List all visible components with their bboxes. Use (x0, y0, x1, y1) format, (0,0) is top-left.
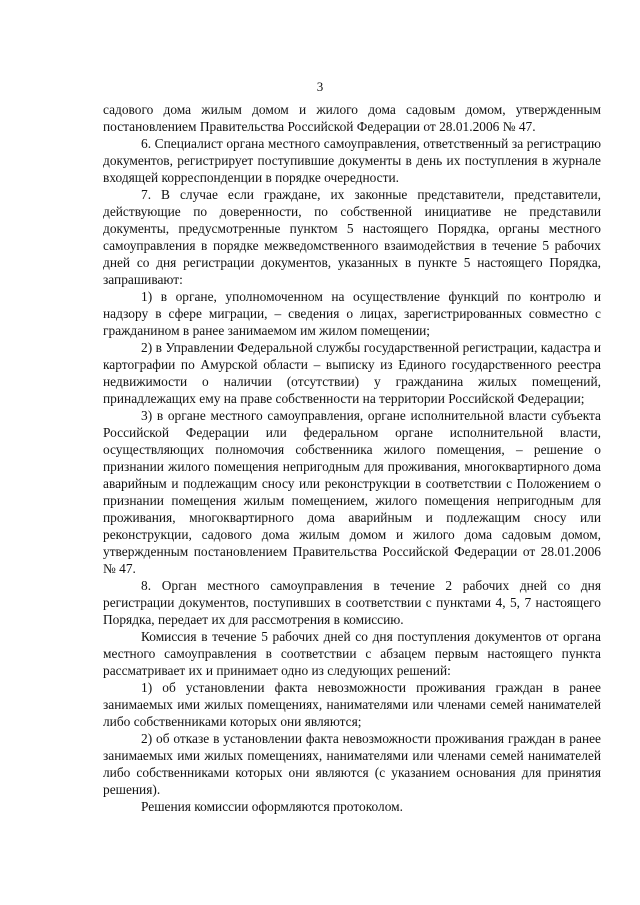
paragraph-continuation: садового дома жилым домом и жилого дома садовым домом, утвержденным постановлением Правительства Российской Федерации от 28.01.2006 № 47. (103, 102, 601, 134)
paragraph-commission: Комиссия в течение 5 рабочих дней со дня поступления документов от органа местного самоуправления в соответствии с абзацем первым настоящего пункта рассматривает их и принимает одно из следующих решений: (103, 629, 601, 678)
paragraph-item-7: 7. В случае если граждане, их законные представители, представители, действующие по доверенности, по собственной инициативе не представили документы, предусмотренные пунктом 5 настоящего Порядка, органы местного самоуправления в порядке межведомственного взаимодействия в течение 5 рабочих дней со дня регистрации документов, указанных в пункте 5 настоящего Порядка, запрашивают: (103, 187, 601, 287)
paragraph-subitem-7-2: 2) в Управлении Федеральной службы государственной регистрации, кадастра и картографии по Амурской области – выписку из Единого государственного реестра недвижимости о наличии (отсутствии) у гражданина жилых помещений, принадлежащих ему на праве собственности на территории Российской Федерации; (103, 340, 601, 406)
paragraph-item-8: 8. Орган местного самоуправления в течение 2 рабочих дней со дня регистрации документов, поступивших в соответствии с пунктами 4, 5, 7 настоящего Порядка, передает их для рассмотрения в комиссию. (103, 578, 601, 627)
paragraph-subitem-7-3: 3) в органе местного самоуправления, органе исполнительной власти субъекта Российской Федерации или федеральном органе исполнительной власти, осуществляющих полномочия собственника жилого помещения, – решение о признании жилого помещения непригодным для проживания, многоквартирного дома аварийным и подлежащим сносу или реконструкции в соответствии с Положением о признании помещения жилым помещением, жилого помещения непригодным для проживания, многоквартирного дома аварийным и подлежащим сносу или реконструкции, садового дома жилым домом и жилого дома садовым домом, утвержденным постановлением Правительства Российской Федерации от 28.01.2006 № 47. (103, 408, 601, 576)
page-number: 3 (316, 79, 324, 94)
paragraph-decision-1: 1) об установлении факта невозможности проживания граждан в ранее занимаемых ими жилых помещениях, нанимателями или членами семей нанимателей либо собственниками которых они являются; (103, 680, 601, 729)
paragraph-decision-2: 2) об отказе в установлении факта невозможности проживания граждан в ранее занимаемых ими жилых помещениях, нанимателями или членами семей нанимателей либо собственниками которых они являются (с указанием основания для принятия решения). (103, 731, 601, 797)
paragraph-subitem-7-1: 1) в органе, уполномоченном на осуществление функций по контролю и надзору в сфере миграции, – сведения о лицах, зарегистрированных совместно с гражданином в ранее занимаемом им жилом помещении; (103, 289, 601, 338)
document-body (103, 101, 601, 815)
paragraph-protocol: Решения комиссии оформляются протоколом. (141, 799, 403, 814)
paragraph-item-6: 6. Специалист органа местного самоуправления, ответственный за регистрацию документов, регистрирует поступившие документы в день их поступления в журнале входящей корреспонденции в порядке очередности. (103, 136, 601, 185)
